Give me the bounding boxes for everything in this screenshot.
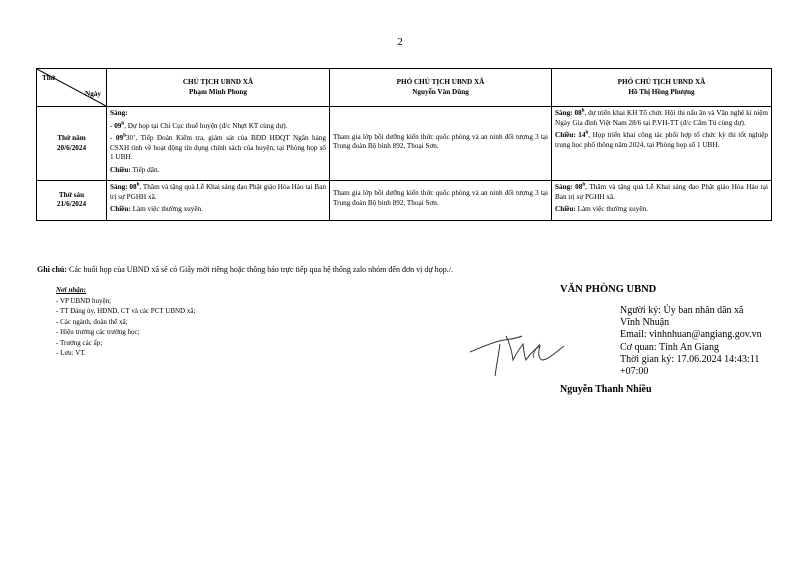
time-unit: h <box>136 182 140 188</box>
table-row <box>37 181 772 221</box>
signer-name: Nguyễn Thanh Nhiều <box>560 384 652 395</box>
afternoon-entry <box>110 205 326 215</box>
schedule-text: , Thăm và tặng quà Lễ Khai sáng đạo Phật giáo Hòa Hảo tại Ban trị sự PGHH xã. <box>110 183 327 201</box>
schedule-text: 30’, Tiếp Đoàn Kiểm tra, giám sát của BĐD HĐQT Ngân hàng CSXH tỉnh về hoạt động tín dụng chính sách của huyện, tại Phòng họp số 1 UBH. <box>110 134 326 161</box>
time-unit: h <box>585 130 589 136</box>
schedule-text: , dự triển khai KH Tổ chức Hội thi nấu ăn và Văn nghệ kỉ niệm Ngày Gia đình Việt Nam 28/6 tại P.VH-TT (đ/c Cẩm Tú cùng dự). <box>555 109 769 127</box>
column-person-name: Phạm Minh Phong <box>189 87 247 96</box>
recipients-list <box>56 285 195 359</box>
time-hour: 09 <box>114 121 122 130</box>
day-date: 21/6/2024 <box>56 200 87 209</box>
schedule-text: , Dự họp tại Chi Cục thuế huyện (đ/c Nhựt KT cùng dự). <box>124 121 288 130</box>
column-person-name: Hồ Thị Hồng Phượng <box>628 87 695 96</box>
table-header-row <box>37 69 772 107</box>
signature-line: Người ký: Ủy ban nhân dân xã <box>620 305 744 316</box>
note-text: Các buổi họp của UBND xã sẽ có Giấy mời riêng hoặc thông báo trực tiếp qua hệ thống zalo nhóm đến đơn vị dự họp./. <box>69 265 453 274</box>
time-hour: 08 <box>129 183 137 191</box>
day-cell <box>37 107 107 181</box>
schedule-item: - 09$^h$30’, Tiếp Đoàn Kiểm tra, giám sát của BĐD HĐQT Ngân hàng CSXH tỉnh về hoạt động tín dụng chính sách của huyện, tại Phòng họp số 1 UBH. <box>110 133 326 161</box>
column-person-name: Nguyễn Văn Dũng <box>412 87 469 96</box>
signature-line: Vĩnh Nhuận <box>620 317 670 329</box>
morning-entry <box>110 183 326 202</box>
signature-line: +07:00 <box>620 366 649 378</box>
page-number: 2 <box>397 36 403 48</box>
vice-chairman-1-schedule-cell <box>330 107 552 181</box>
day-date: 20/6/2024 <box>56 143 87 152</box>
recipients-title: Nơi nhận: <box>56 286 87 294</box>
vice-chairman-2-schedule-cell <box>552 181 772 221</box>
afternoon-label: Chiều: <box>555 205 576 213</box>
column-header-chairman <box>107 69 330 107</box>
note-label: Ghi chú: <box>37 265 68 274</box>
schedule-text: Tham gia lớp bồi dưỡng kiến thức quốc phòng và an ninh đối tượng 3 tại Trung đoàn Bộ binh 892, Thoại Sơn. <box>333 132 548 150</box>
signature-line: Thời gian ký: 17.06.2024 14:43:11 <box>620 353 760 365</box>
afternoon-label: Chiều: <box>110 205 131 213</box>
corner-label-date: Ngày <box>85 89 101 98</box>
column-title: PHÓ CHỦ TỊCH UBND XÃ <box>396 78 485 86</box>
time-unit: h <box>123 133 126 139</box>
recipient-item: - Hiệu trưởng các trường học; <box>56 328 140 336</box>
day-of-week: Thứ năm <box>57 134 86 142</box>
time-hour: 08 <box>574 109 582 117</box>
recipient-item: - Lưu: VT. <box>56 349 86 357</box>
morning-entry <box>555 109 768 128</box>
vice-chairman-1-schedule-cell <box>330 181 552 221</box>
schedule-text: Tham gia lớp bồi dưỡng kiến thức quốc phòng và an ninh đối tượng 3 tại Trung đoàn Bộ binh 892, Thoại Sơn. <box>333 189 548 207</box>
day-of-week: Thứ sáu <box>58 190 85 199</box>
column-title: PHÓ CHỦ TỊCH UBND XÃ <box>617 78 706 86</box>
column-title: CHỦ TỊCH UBND XÃ <box>182 78 254 86</box>
note <box>37 265 453 274</box>
signature-line: Email: vinhnhuan@angiang.gov.vn <box>620 329 762 341</box>
schedule-text: Làm việc thường xuyên. <box>577 205 648 213</box>
afternoon-entry <box>555 131 768 150</box>
corner-cell <box>37 69 107 107</box>
corner-label-day-of-week: Thứ <box>42 74 56 82</box>
vice-chairman-2-schedule-cell <box>552 107 772 181</box>
recipient-item: - VP UBND huyện; <box>56 296 112 305</box>
afternoon-label: Chiều: <box>555 131 576 139</box>
morning-label: Sáng: <box>555 109 573 117</box>
schedule-text: Làm việc thường xuyên. <box>132 205 203 213</box>
schedule-text: Tiếp dân. <box>132 165 160 174</box>
chairman-schedule-cell <box>107 107 330 181</box>
recipient-item: - Các ngành, đoàn thể xã; <box>56 317 128 326</box>
morning-entry <box>555 183 768 202</box>
handwritten-signature <box>466 318 584 380</box>
morning-label: Sáng: <box>110 183 128 191</box>
column-header-vice-chairman-1 <box>330 69 552 107</box>
signature-line: Cơ quan: Tỉnh An Giang <box>620 341 719 353</box>
time-unit: h <box>581 108 585 114</box>
schedule-text: , Họp triển khai công tác phối hợp tổ chức kỳ thi tốt nghiệp trung học phổ thông năm 2024, tại Phòng họp số 1 UBH. <box>555 131 769 149</box>
morning-label: Sáng: <box>110 109 128 117</box>
schedule-table <box>36 68 772 221</box>
column-header-vice-chairman-2 <box>552 69 772 107</box>
time-hour: 14 <box>578 131 586 139</box>
chairman-schedule-cell <box>107 181 330 221</box>
time-hour: 08 <box>575 183 583 191</box>
afternoon-entry <box>110 166 326 176</box>
table-row <box>37 107 772 181</box>
time-unit: h <box>582 182 586 188</box>
time-hour: 09 <box>115 134 124 142</box>
schedule-item: - 09$^h$, Dự họp tại Chi Cục thuế huyện (đ/c Nhựt KT cùng dự). <box>110 121 288 130</box>
morning-label: Sáng: <box>555 183 573 191</box>
digital-signature-info <box>620 305 790 378</box>
time-unit: h <box>121 121 125 127</box>
recipient-item: - TT Đảng ủy, HĐND, CT và các PCT UBND xã; <box>56 307 196 315</box>
afternoon-label: Chiều: <box>110 165 131 174</box>
afternoon-entry <box>555 205 768 215</box>
recipient-item: - Trưởng các ấp; <box>56 338 103 347</box>
day-cell <box>37 181 107 221</box>
schedule-text: , Thăm và tặng quà Lễ Khai sáng đạo Phật giáo Hòa Hảo tại Ban trị sự PGHH xã. <box>555 183 768 201</box>
office-name: VĂN PHÒNG UBND <box>560 284 657 295</box>
